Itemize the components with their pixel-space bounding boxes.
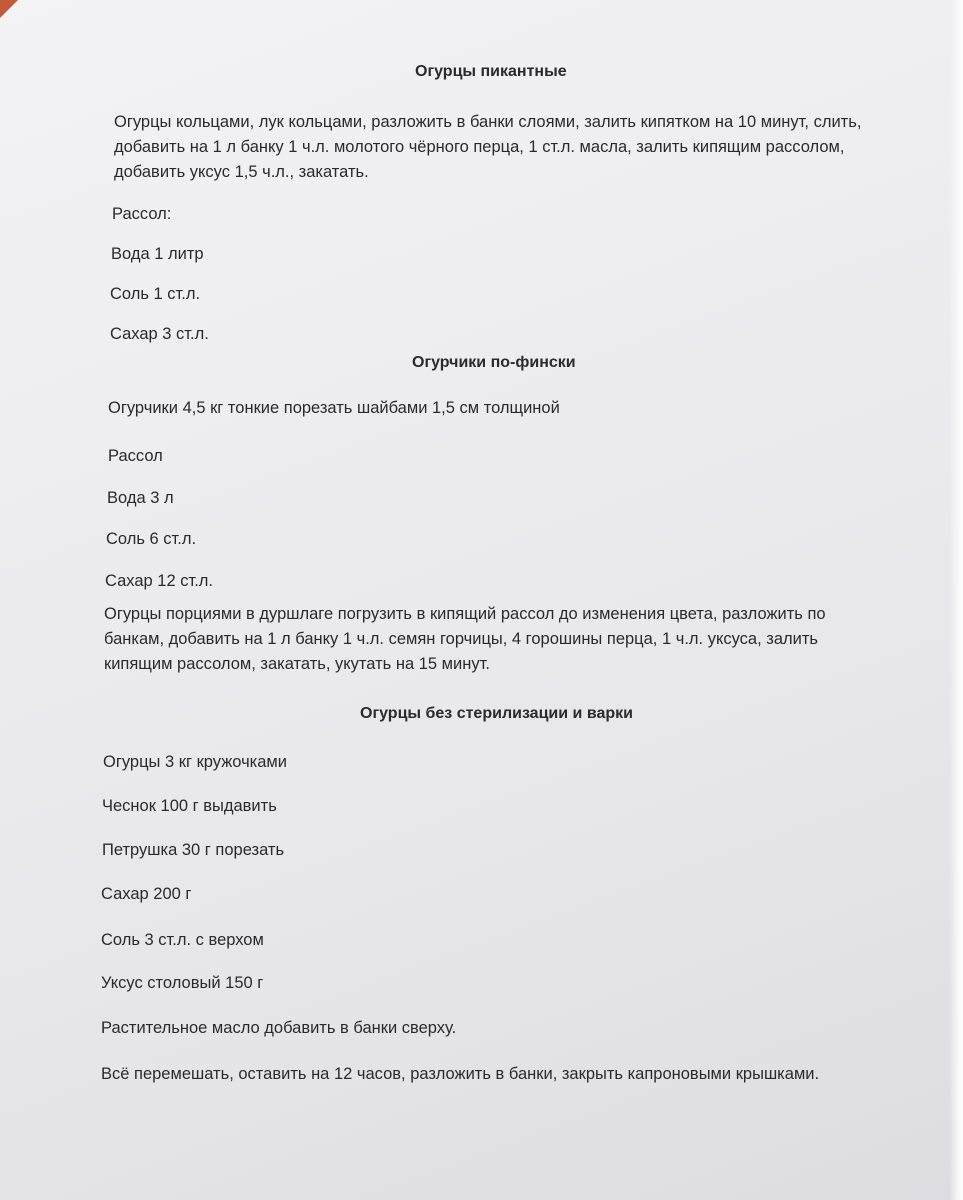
paper-edge	[949, 0, 963, 1200]
recipe-3-line: Огурцы 3 кг кружочками	[103, 753, 287, 771]
recipe-2-line: Сахар 12 ст.л.	[105, 572, 213, 590]
corner-mark	[0, 0, 18, 18]
recipe-3-line: Уксус столовый 150 г	[101, 974, 264, 992]
recipe-1-line: Соль 1 ст.л.	[110, 285, 201, 303]
recipe-3-line: Всё перемешать, оставить на 12 часов, разложить в банки, закрыть капроновыми крышками.	[101, 1065, 820, 1083]
recipe-title-spicy-cucumbers: Огурцы пикантные	[415, 63, 567, 80]
recipe-title-finnish-cucumbers: Огурчики по-фински	[412, 354, 576, 371]
recipe-2-line: Огурчики 4,5 кг тонкие порезать шайбами 1,5 см толщиной	[108, 399, 560, 417]
recipe-1-line: Сахар 3 ст.л.	[110, 325, 209, 343]
recipe-2-instructions: Огурцы порциями в дуршлаге погрузить в кипящий рассол до изменения цвета, разложить по банкам, добавить на 1 л банку 1 ч.л. семян горчицы, 4 горошины перца, 1 ч.л. уксуса, залить кипящим рассолом, закатать, укутать на 15 минут.	[104, 605, 826, 673]
recipe-3-line: Сахар 200 г	[101, 885, 192, 903]
recipe-2-line: Вода 3 л	[107, 489, 174, 507]
recipe-1-line: Рассол:	[112, 205, 172, 223]
recipe-3-line: Петрушка 30 г порезать	[102, 841, 285, 859]
recipe-1-line: Вода 1 литр	[111, 245, 204, 263]
recipe-3-line: Растительное масло добавить в банки сверху.	[101, 1019, 457, 1037]
recipe-title-no-sterilization: Огурцы без стерилизации и варки	[360, 705, 633, 722]
recipe-2-line: Рассол	[108, 447, 163, 465]
recipe-2-line: Соль 6 ст.л.	[106, 530, 197, 548]
recipe-3-line: Соль 3 ст.л. с верхом	[101, 931, 264, 949]
recipe-3-line: Чеснок 100 г выдавить	[102, 797, 277, 815]
recipe-1-instructions: Огурцы кольцами, лук кольцами, разложить в банки слоями, залить кипятком на 10 минут, слить, добавить на 1 л банку 1 ч.л. молотого чёрного перца, 1 ст.л. масла, залить кипящим рассолом, добавить уксус 1,5 ч.л., закатать.	[114, 113, 862, 181]
